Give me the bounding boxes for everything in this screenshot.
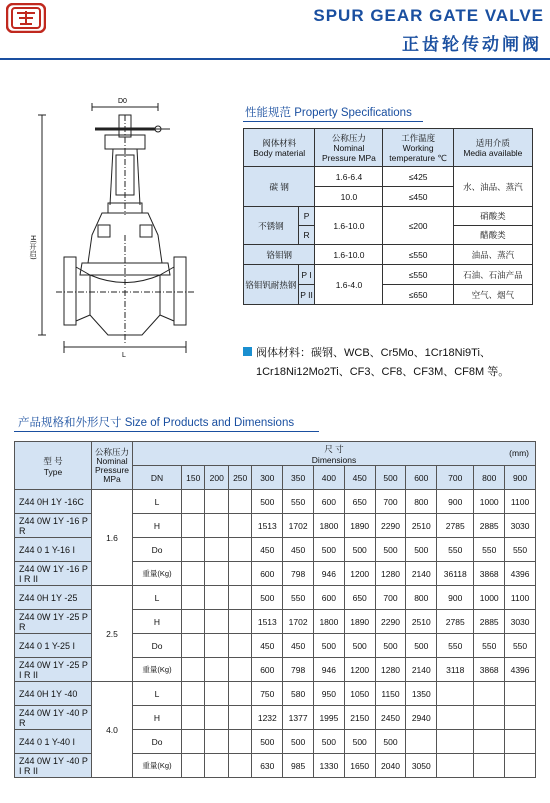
size-dn-250: 250 <box>228 466 251 490</box>
size-value-cell: 500 <box>406 634 437 658</box>
size-item-cell: H <box>133 706 182 730</box>
dim-l-label: L <box>122 352 126 359</box>
size-dn-800: 800 <box>474 466 505 490</box>
size-value-cell: 3050 <box>406 754 437 778</box>
spec-carbon-p1: 1.6-6.4 <box>315 167 383 187</box>
spec-carbon-media: 水、油品、蒸汽 <box>453 167 532 207</box>
size-type-cell: Z44 0H 1Y -40 <box>15 682 92 706</box>
size-value-cell: 2150 <box>344 706 375 730</box>
size-value-cell: 500 <box>252 586 283 610</box>
size-dn-350: 350 <box>283 466 314 490</box>
size-value-cell <box>505 754 536 778</box>
size-value-cell <box>406 730 437 754</box>
size-value-cell <box>228 490 251 514</box>
size-value-cell: 4396 <box>505 562 536 586</box>
spec-crmov-media1: 石油、石油产品 <box>453 265 532 285</box>
size-value-cell: 500 <box>252 490 283 514</box>
size-value-cell <box>182 514 205 538</box>
size-value-cell <box>205 658 228 682</box>
size-type-cell: Z44 0H 1Y -16C <box>15 490 92 514</box>
size-value-cell: 450 <box>283 538 314 562</box>
size-type-cell: Z44 0H 1Y -25 <box>15 586 92 610</box>
size-value-cell: 500 <box>252 730 283 754</box>
size-value-cell: 2290 <box>375 610 406 634</box>
size-value-cell <box>474 754 505 778</box>
size-table <box>14 441 536 778</box>
size-value-cell <box>437 730 474 754</box>
size-value-cell: 550 <box>474 538 505 562</box>
size-value-cell: 3868 <box>474 562 505 586</box>
spec-section-title <box>245 104 412 120</box>
size-value-cell <box>228 514 251 538</box>
spec-title-en: Property Specifications <box>294 107 412 119</box>
size-value-cell <box>182 682 205 706</box>
size-value-cell: 950 <box>314 682 345 706</box>
size-value-cell: 1100 <box>505 586 536 610</box>
spec-title-underline <box>243 121 423 122</box>
spec-header-material: 阀体材料 Body material <box>244 129 315 167</box>
size-type-cell: Z44 0W 1Y -25 P R <box>15 610 92 634</box>
size-value-cell: 1702 <box>283 514 314 538</box>
size-value-cell: 800 <box>406 490 437 514</box>
spec-carbon-label: 碳 钢 <box>244 167 315 207</box>
spec-table <box>243 128 533 305</box>
size-value-cell: 3030 <box>505 610 536 634</box>
size-value-cell: 2040 <box>375 754 406 778</box>
size-value-cell: 1650 <box>344 754 375 778</box>
size-item-cell: 重量(Kg) <box>133 754 182 778</box>
size-value-cell: 500 <box>314 634 345 658</box>
spec-ss-media2: 醋酸类 <box>453 226 532 245</box>
header-divider <box>0 58 550 60</box>
size-value-cell: 2885 <box>474 610 505 634</box>
size-value-cell: 2140 <box>406 658 437 682</box>
spec-crmo-pressure: 1.6-10.0 <box>315 245 383 265</box>
size-value-cell: 2290 <box>375 514 406 538</box>
size-value-cell: 36118 <box>437 562 474 586</box>
size-value-cell: 1280 <box>375 658 406 682</box>
size-header-dimensions: 尺 寸 Dimensions (mm) <box>133 442 536 466</box>
size-value-cell <box>228 610 251 634</box>
size-dn-400: 400 <box>314 466 345 490</box>
size-dn-200: 200 <box>205 466 228 490</box>
size-value-cell: 2940 <box>406 706 437 730</box>
size-value-cell: 500 <box>314 538 345 562</box>
size-value-cell: 2140 <box>406 562 437 586</box>
size-value-cell <box>437 706 474 730</box>
spec-crmov-t1: ≤550 <box>383 265 453 285</box>
size-pressure-cell: 2.5 <box>92 586 133 682</box>
size-table-row <box>15 682 536 706</box>
size-value-cell <box>182 658 205 682</box>
size-value-cell: 550 <box>505 634 536 658</box>
spec-ss-label: 不锈钢 <box>244 207 299 245</box>
size-value-cell: 630 <box>252 754 283 778</box>
size-value-cell: 1280 <box>375 562 406 586</box>
spec-ss-sub2: R <box>298 226 315 245</box>
size-type-cell: Z44 0 1 Y-16 I <box>15 538 92 562</box>
size-value-cell: 550 <box>283 586 314 610</box>
size-value-cell: 500 <box>344 634 375 658</box>
size-value-cell: 550 <box>437 538 474 562</box>
size-title-en: Size of Products and Dimensions <box>124 417 295 429</box>
size-value-cell: 1995 <box>314 706 345 730</box>
size-type-cell: Z44 0 1 Y-40 I <box>15 730 92 754</box>
size-value-cell <box>505 682 536 706</box>
size-value-cell: 1890 <box>344 514 375 538</box>
size-value-cell: 500 <box>375 538 406 562</box>
spec-crmov-sub2: P II <box>298 285 315 305</box>
spec-crmov-label: 铬钼钒耐热钢 <box>244 265 299 305</box>
size-value-cell: 2785 <box>437 610 474 634</box>
size-dn-label: DN <box>133 466 182 490</box>
size-value-cell: 1000 <box>474 490 505 514</box>
valve-outline-svg <box>20 85 230 360</box>
size-value-cell: 550 <box>437 634 474 658</box>
size-dn-300: 300 <box>252 466 283 490</box>
size-value-cell: 550 <box>474 634 505 658</box>
size-value-cell <box>505 706 536 730</box>
size-value-cell: 985 <box>283 754 314 778</box>
size-table-row <box>15 490 536 514</box>
size-dn-500: 500 <box>375 466 406 490</box>
size-item-cell: L <box>133 490 182 514</box>
size-dn-600: 600 <box>406 466 437 490</box>
size-value-cell: 500 <box>344 730 375 754</box>
size-value-cell <box>437 682 474 706</box>
page-title-en: SPUR GEAR GATE VALVE <box>313 6 544 25</box>
size-value-cell: 3118 <box>437 658 474 682</box>
size-value-cell: 946 <box>314 562 345 586</box>
size-value-cell <box>205 490 228 514</box>
size-value-cell: 2885 <box>474 514 505 538</box>
size-item-cell: L <box>133 682 182 706</box>
size-value-cell <box>182 754 205 778</box>
spec-crmov-t2: ≤650 <box>383 285 453 305</box>
size-value-cell <box>205 562 228 586</box>
spec-header-pressure: 公称压力 Nominal Pressure MPa <box>315 129 383 167</box>
size-value-cell: 798 <box>283 562 314 586</box>
size-value-cell <box>205 706 228 730</box>
size-item-cell: Do <box>133 730 182 754</box>
spec-crmo-media: 油品、蒸汽 <box>453 245 532 265</box>
spec-header-temp: 工作温度 Working temperature ℃ <box>383 129 453 167</box>
size-dn-700: 700 <box>437 466 474 490</box>
size-value-cell: 798 <box>283 658 314 682</box>
size-value-cell: 1200 <box>344 562 375 586</box>
spec-ss-sub1: P <box>298 207 315 226</box>
size-header-row <box>15 442 536 466</box>
company-logo <box>6 3 46 33</box>
size-value-cell <box>182 538 205 562</box>
size-pressure-cell: 1.6 <box>92 490 133 586</box>
spec-crmo-temp: ≤550 <box>383 245 453 265</box>
size-value-cell <box>474 730 505 754</box>
size-pressure-cell: 4.0 <box>92 682 133 778</box>
dim-h-label: H(开启) <box>29 235 37 260</box>
size-value-cell: 1232 <box>252 706 283 730</box>
size-value-cell: 500 <box>283 730 314 754</box>
size-value-cell <box>205 682 228 706</box>
size-value-cell <box>182 490 205 514</box>
note-line-2: 1Cr18Ni12Mo2Ti、CF3、CF8、CF3M、CF8M 等。 <box>256 366 510 378</box>
size-value-cell <box>474 682 505 706</box>
size-value-cell: 2510 <box>406 610 437 634</box>
size-value-cell: 500 <box>375 730 406 754</box>
size-value-cell: 500 <box>314 730 345 754</box>
size-value-cell: 3030 <box>505 514 536 538</box>
size-value-cell <box>228 706 251 730</box>
size-item-cell: 重量(Kg) <box>133 562 182 586</box>
size-title-cn: 产品规格和外形尺寸 <box>18 415 122 429</box>
size-header-pressure: 公称压力 Nominal Pressure MPa <box>92 442 133 490</box>
spec-ss-pressure: 1.6-10.0 <box>315 207 383 245</box>
size-value-cell <box>205 634 228 658</box>
size-value-cell: 550 <box>505 538 536 562</box>
spec-crmov-sub1: P I <box>298 265 315 285</box>
size-value-cell: 700 <box>375 490 406 514</box>
spec-crmo-label: 铬钼钢 <box>244 245 315 265</box>
size-value-cell: 1513 <box>252 514 283 538</box>
size-item-cell: 重量(Kg) <box>133 658 182 682</box>
size-value-cell: 750 <box>252 682 283 706</box>
size-section-title <box>18 414 294 430</box>
size-value-cell <box>505 730 536 754</box>
size-dn-900: 900 <box>505 466 536 490</box>
size-value-cell: 946 <box>314 658 345 682</box>
size-value-cell: 580 <box>283 682 314 706</box>
size-item-cell: Do <box>133 634 182 658</box>
size-value-cell: 1702 <box>283 610 314 634</box>
size-value-cell: 500 <box>375 634 406 658</box>
size-value-cell: 1350 <box>406 682 437 706</box>
size-table-row <box>15 586 536 610</box>
size-type-cell: Z44 0W 1Y -16 P R <box>15 514 92 538</box>
size-value-cell: 600 <box>314 586 345 610</box>
size-value-cell <box>228 730 251 754</box>
size-value-cell: 800 <box>406 586 437 610</box>
note-bullet-icon <box>243 347 252 356</box>
size-type-cell: Z44 0 1 Y-25 I <box>15 634 92 658</box>
spec-ss-media1: 硝酸类 <box>453 207 532 226</box>
size-value-cell: 2510 <box>406 514 437 538</box>
size-type-cell: Z44 0W 1Y -16 P I R II <box>15 562 92 586</box>
page-title-cn: 正齿轮传动闸阀 <box>402 35 542 55</box>
size-value-cell: 500 <box>344 538 375 562</box>
size-value-cell <box>182 634 205 658</box>
size-type-cell: Z44 0W 1Y -40 P I R II <box>15 754 92 778</box>
size-value-cell <box>474 706 505 730</box>
size-value-cell: 1050 <box>344 682 375 706</box>
size-value-cell: 1513 <box>252 610 283 634</box>
note-line-1: 阀体材料：碳钢、WCB、Cr5Mo、1Cr18Ni9Ti、 <box>256 347 491 359</box>
size-value-cell: 1200 <box>344 658 375 682</box>
size-value-cell: 900 <box>437 586 474 610</box>
size-header-type: 型 号 Type <box>15 442 92 490</box>
size-value-cell <box>182 586 205 610</box>
size-value-cell: 450 <box>252 634 283 658</box>
size-value-cell: 450 <box>283 634 314 658</box>
size-value-cell <box>205 586 228 610</box>
spec-ss-temp: ≤200 <box>383 207 453 245</box>
spec-crmov-pressure: 1.6-4.0 <box>315 265 383 305</box>
size-item-cell: H <box>133 610 182 634</box>
size-value-cell: 900 <box>437 490 474 514</box>
size-dn-450: 450 <box>344 466 375 490</box>
size-value-cell: 4396 <box>505 658 536 682</box>
size-value-cell <box>228 538 251 562</box>
size-value-cell <box>205 754 228 778</box>
size-value-cell: 600 <box>252 658 283 682</box>
size-value-cell <box>228 586 251 610</box>
size-value-cell <box>228 682 251 706</box>
size-value-cell: 2785 <box>437 514 474 538</box>
spec-carbon-p2: 10.0 <box>315 187 383 207</box>
dim-d0-label: D0 <box>118 98 127 105</box>
size-value-cell: 1890 <box>344 610 375 634</box>
size-value-cell: 3868 <box>474 658 505 682</box>
valve-drawing <box>20 85 230 360</box>
size-value-cell: 1000 <box>474 586 505 610</box>
spec-carbon-t2: ≤450 <box>383 187 453 207</box>
size-value-cell: 2450 <box>375 706 406 730</box>
size-value-cell: 450 <box>252 538 283 562</box>
size-value-cell <box>205 610 228 634</box>
size-value-cell: 1800 <box>314 610 345 634</box>
material-note <box>243 344 543 382</box>
spec-carbon-t1: ≤425 <box>383 167 453 187</box>
size-value-cell <box>182 562 205 586</box>
spec-header-media: 适用介质 Media available <box>453 129 532 167</box>
size-value-cell <box>228 634 251 658</box>
size-value-cell: 1100 <box>505 490 536 514</box>
size-value-cell: 1150 <box>375 682 406 706</box>
spec-crmov-media2: 空气、烟气 <box>453 285 532 305</box>
size-value-cell: 1377 <box>283 706 314 730</box>
size-value-cell <box>205 730 228 754</box>
size-value-cell: 600 <box>314 490 345 514</box>
size-dn-150: 150 <box>182 466 205 490</box>
size-title-underline <box>14 431 319 432</box>
size-value-cell <box>437 754 474 778</box>
size-value-cell <box>182 730 205 754</box>
size-value-cell <box>228 658 251 682</box>
size-value-cell <box>205 514 228 538</box>
size-value-cell: 600 <box>252 562 283 586</box>
size-type-cell: Z44 0W 1Y -40 P R <box>15 706 92 730</box>
size-value-cell <box>205 538 228 562</box>
size-item-cell: Do <box>133 538 182 562</box>
spec-title-cn: 性能规范 <box>245 105 291 119</box>
size-value-cell: 650 <box>344 490 375 514</box>
size-value-cell: 700 <box>375 586 406 610</box>
size-value-cell: 1800 <box>314 514 345 538</box>
size-value-cell: 1330 <box>314 754 345 778</box>
size-value-cell <box>228 562 251 586</box>
size-value-cell <box>182 706 205 730</box>
size-value-cell: 650 <box>344 586 375 610</box>
size-value-cell: 550 <box>283 490 314 514</box>
size-value-cell: 500 <box>406 538 437 562</box>
size-value-cell <box>228 754 251 778</box>
size-item-cell: H <box>133 514 182 538</box>
size-value-cell <box>182 610 205 634</box>
size-type-cell: Z44 0W 1Y -25 P I R II <box>15 658 92 682</box>
size-item-cell: L <box>133 586 182 610</box>
